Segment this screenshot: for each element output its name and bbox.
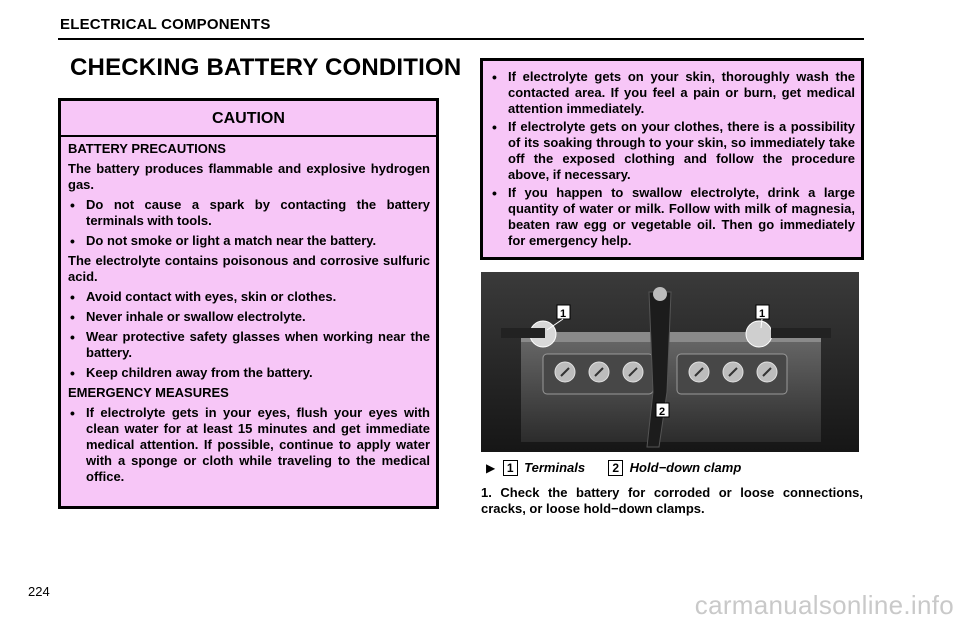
pointer-arrow-icon: ▶ [486, 461, 496, 475]
caution-text: BATTERY PRECAUTIONS [68, 141, 226, 156]
page-number: 224 [28, 584, 50, 599]
caution-box [58, 98, 439, 509]
clamp-label: 2 [658, 406, 666, 418]
caution-bullet: • Do not cause a spark by contacting the battery terminals with tools. [68, 197, 430, 229]
header-title: ELECTRICAL COMPONENTS [60, 16, 271, 33]
caution-bullet: • If electrolyte gets on your clothes, there is a possibility of its soaking through to your skin, so immediately take off the exposed clothing and follow the procedure above, if necessary. [490, 119, 855, 183]
caution-bullet: • Do not smoke or light a match near the battery. [68, 233, 430, 249]
terminal-label: 1 [758, 308, 766, 320]
caption-label: Hold−down clamp [629, 460, 742, 475]
caption-number: 1 [503, 460, 518, 476]
caution-text: EMERGENCY MEASURES [68, 385, 229, 400]
caution-text: The battery produces flammable and explosive hydrogen gas. [68, 161, 430, 192]
caution-text: The electrolyte contains poisonous and corrosive sulfuric acid. [68, 253, 430, 284]
photo-caption [486, 460, 741, 476]
caution-bullet: • If electrolyte gets in your eyes, flush your eyes with clean water for at least 15 minutes and get immediate medical attention. If possible, continue to apply water with a sponge or cloth while traveling to the medical office. [68, 405, 430, 485]
caution-bullet: • Never inhale or swallow electrolyte. [68, 309, 430, 325]
caution-bullet: • If electrolyte gets on your skin, thoroughly wash the contacted area. If you feel a pain or burn, get medical attention immediately. [490, 69, 855, 117]
caution-body [61, 137, 436, 485]
terminal-label: 1 [559, 308, 567, 320]
header-rule [58, 38, 864, 40]
caution-bullet: • Wear protective safety glasses when working near the battery. [68, 329, 430, 361]
caption-number: 2 [608, 460, 623, 476]
caution-box-continued [480, 58, 864, 260]
caption-label: Terminals [524, 460, 586, 475]
watermark: carmanualsonline.info [694, 590, 954, 620]
battery-illustration [481, 272, 859, 452]
caution-bullet: • Avoid contact with eyes, skin or clothes. [68, 289, 430, 305]
caution-bullet: • If you happen to swallow electrolyte, drink a large quantity of water or milk. Follow with milk of magnesia, beaten raw egg or vegetable oil. Then go immediately for emergency help. [490, 185, 855, 249]
instruction-step: 1. Check the battery for corroded or loose connections, cracks, or loose hold−down clamps. [481, 485, 863, 516]
section-title: CHECKING BATTERY CONDITION [70, 54, 462, 81]
caution-bullet: • Keep children away from the battery. [68, 365, 430, 381]
caution-heading: CAUTION [61, 101, 436, 137]
battery-photo [481, 272, 859, 452]
